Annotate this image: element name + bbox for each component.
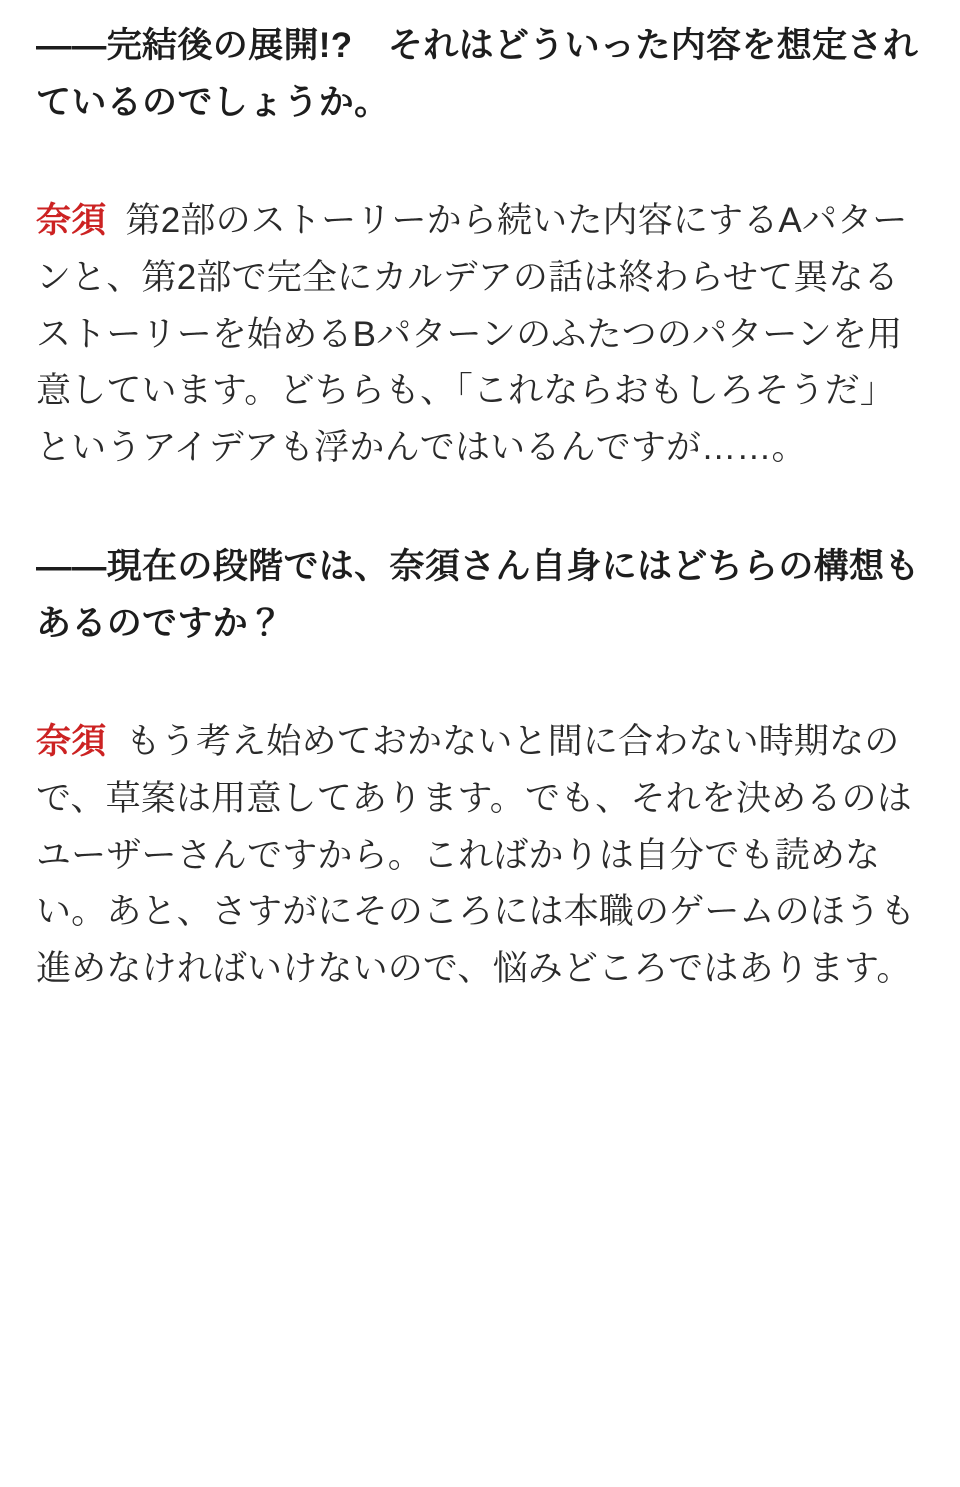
qa-block-1: [36, 18, 924, 131]
answer-2: [36, 714, 924, 997]
answer-1-text: 第2部のストーリーから続いた内容にするAパターンと、第2部で完全にカルデアの話は終わらせて異なるストーリーを始めるBパターンのふたつのパターンを用意しています。どちらも、「これならおもしろそうだ」というアイデアも浮かんではいるんですが……。: [36, 201, 908, 468]
speaker-label-2: 奈須: [36, 722, 107, 762]
question-1: ――完結後の展開!? それはどういった内容を想定されているのでしょうか。: [36, 26, 919, 122]
answer-2-text: もう考え始めておかないと間に合わない時期なので、草案は用意してあります。でも、それを決めるのはユーザーさんですから。こればかりは自分でも読めない。あと、さすがにそのころには本職のゲームのほうも進めなければいけないので、悩みどころではあります。: [36, 722, 916, 988]
answer-1: [36, 193, 924, 476]
qa-block-2: [36, 193, 924, 476]
question-2: ――現在の段階では、奈須さん自身にはどちらの構想もあるのですか？: [36, 546, 920, 643]
speaker-label-1: 奈須: [36, 201, 107, 241]
qa-block-4: [36, 714, 924, 997]
qa-block-3: [36, 539, 924, 652]
